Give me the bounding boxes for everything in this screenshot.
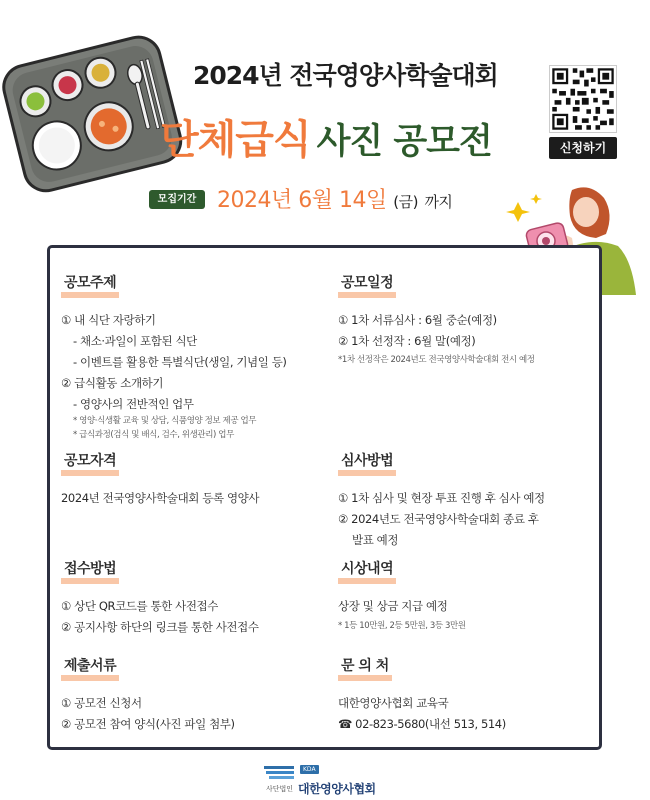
schedule-line: ② 1차 선정작 : 6월 말(예정)	[338, 334, 476, 348]
period-date: 2024년 6월 14일	[217, 188, 387, 213]
section-awards	[338, 558, 466, 631]
topic-line: - 채소·과일이 포함된 식단	[73, 334, 197, 348]
submission-line: ② 공지사항 하단의 링크를 통한 사전접수	[61, 620, 259, 634]
topic-line: - 영양사의 전반적인 업무	[73, 397, 194, 411]
period-deadline	[217, 183, 452, 214]
period-day: (금)	[393, 193, 418, 211]
review-line: 발표 예정	[352, 533, 399, 547]
section-title-contact: 문 의 처	[338, 658, 392, 681]
submission-line: ① 상단 QR코드를 통한 사전접수	[61, 599, 218, 613]
contest-title-highlight: 단체급식	[160, 117, 311, 163]
awards-line: 상장 및 상금 지급 예정	[338, 599, 448, 613]
section-schedule	[338, 272, 535, 365]
awards-note: * 1등 10만원, 2등 5만원, 3등 3만원	[338, 621, 466, 631]
topic-note: * 영양·식생활 교육 및 상담, 식품영양 정보 제공 업무	[73, 416, 257, 426]
event-title: 2024년 전국영양사학술대회	[193, 61, 498, 90]
section-submission	[61, 558, 259, 635]
section-eligibility	[61, 450, 259, 506]
eligibility-line: 2024년 전국영양사학술대회 등록 영양사	[61, 491, 260, 505]
section-title-topic: 공모주제	[61, 275, 119, 298]
footer-org-type: 사단법인	[266, 785, 294, 793]
section-title-schedule: 공모일정	[338, 275, 396, 298]
contest-title	[160, 108, 540, 165]
section-title-review: 심사방법	[338, 453, 396, 476]
contest-title-rest: 사진 공모전	[316, 122, 492, 162]
section-contact	[338, 655, 506, 732]
documents-line: ② 공모전 참여 양식(사진 파일 첨부)	[61, 717, 235, 731]
contact-phone[interactable]: ☎ 02-823-5680(내선 513, 514)	[338, 717, 506, 731]
schedule-note: *1차 선정작은 2024년도 전국영양사학술대회 전시 예정	[338, 355, 535, 365]
section-review	[338, 450, 545, 548]
section-title-eligibility: 공모자격	[61, 453, 119, 476]
topic-line: ① 내 식단 자랑하기	[61, 313, 156, 327]
section-title-awards: 시상내역	[338, 561, 396, 584]
topic-line: - 이벤트를 활용한 특별식단(생일, 기념일 등)	[73, 355, 287, 369]
review-line: ① 1차 심사 및 현장 투표 진행 후 심사 예정	[338, 491, 545, 505]
kda-badge: KDA	[300, 765, 319, 774]
schedule-line: ① 1차 서류심사 : 6월 중순(예정)	[338, 313, 497, 327]
topic-line: ② 급식활동 소개하기	[61, 376, 164, 390]
section-title-submission: 접수방법	[61, 561, 119, 584]
food-tray-illustration	[0, 18, 185, 193]
period-suffix: 까지	[424, 193, 453, 211]
apply-button[interactable]: 신청하기	[549, 137, 617, 159]
qr-code-icon[interactable]	[549, 65, 617, 133]
section-title-documents: 제출서류	[61, 658, 119, 681]
footer-org-name: 대한영양사협회	[298, 782, 376, 796]
review-line: ② 2024년도 전국영양사학술대회 종료 후	[338, 512, 539, 526]
topic-note: * 급식과정(검식 및 배식, 검수, 위생관리) 업무	[73, 430, 234, 440]
period-badge: 모집기간	[149, 190, 205, 209]
contact-line: 대한영양사협회 교육국	[338, 696, 449, 710]
documents-line: ① 공모전 신청서	[61, 696, 142, 710]
section-topic	[61, 272, 287, 440]
section-documents	[61, 655, 235, 732]
